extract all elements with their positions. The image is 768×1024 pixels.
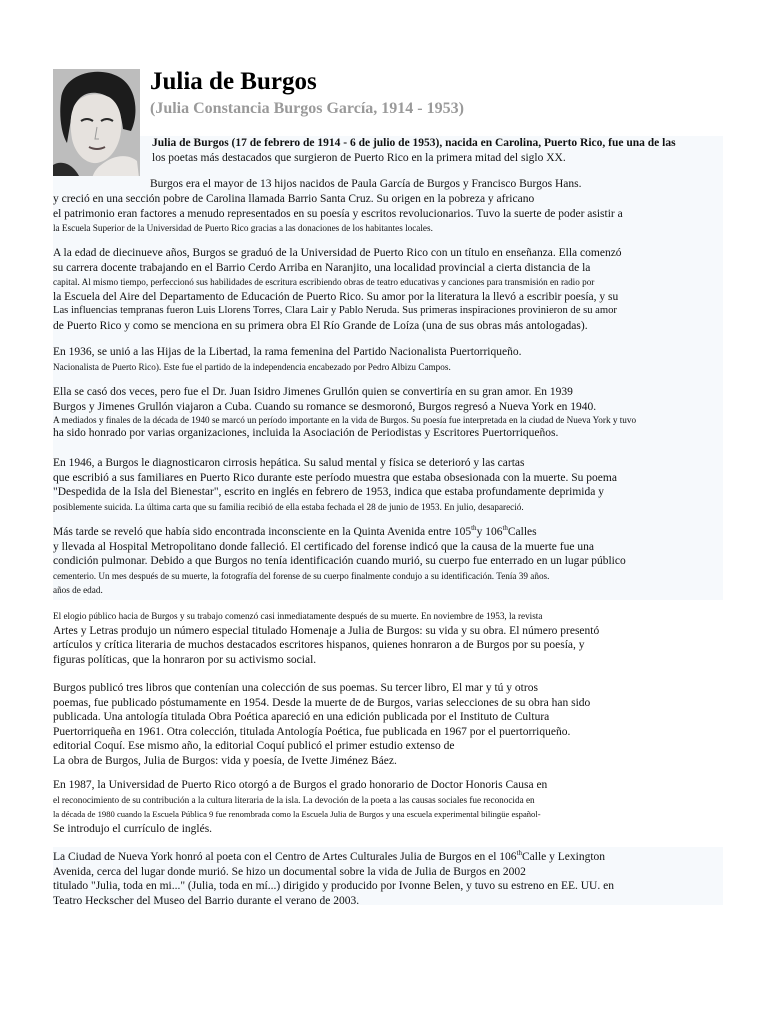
superscript: th [502,524,508,532]
paragraph-line: Se introdujo el currículo de inglés. [53,822,213,835]
text-run: La Ciudad de Nueva York honró al poeta con el Centro de Artes Culturales Julia de Burgos en el 106 [53,851,517,863]
paragraph-line: Puertorriqueña en 1961. Otra colección, titulada Antología Poética, fue publicada en 1967 por el puertorriqueño. [53,725,571,738]
paragraph-line [53,525,626,540]
paragraph-line: Ella se casó dos veces, pero fue el Dr. Juan Isidro Jimenes Grullón quien se convertiría en su gran amor. En 1939 [53,386,573,398]
paragraph-line: el patrimonio eran factores a menudo representados en su poesía y escritos revolucionarios. Tuvo la suerte de poder asistir a [53,207,623,220]
paragraph-line: Julia de Burgos (17 de febrero de 1914 - 6 de julio de 1953), nacida en Carolina, Puerto Rico, fue una de las [152,137,676,149]
paragraph-line: que escribió a sus familiares en Puerto Rico durante este período muestra que estaba obsesionada con la muerte. Su poema [53,471,617,484]
paragraph-line: A la edad de diecinueve años, Burgos se graduó de la Universidad de Puerto Rico con un título en enseñanza. Ella comenzó [53,247,622,259]
paragraph-politics [53,345,521,374]
paragraph-line: Avenida, cerca del lugar donde murió. Se hizo un documental sobre la vida de Julia de Burgos en 2002 [53,865,526,878]
paragraph-publications [53,681,590,768]
paragraph-line: de Puerto Rico y como se menciona en su primera obra El Río Grande de Loíza (una de sus obras más antologadas). [53,319,588,332]
paragraph-line: cementerio. Un mes después de su muerte, la fotografía del forense de su cuerpo finalmente condujo a su identificación. Tenía 39 años. [53,570,550,581]
paragraph-line: su carrera docente trabajando en el Barrio Cerdo Arriba en Naranjito, una localidad provincial a cierta distancia de la [53,261,591,274]
paragraph-line: A mediados y finales de la década de 1940 se marcó un período importante en la vida de Burgos. Su poesía fue interpretada en la ciudad de Nueva York y tuvo [53,415,637,425]
paragraph-line: la Escuela del Aire del Departamento de Educación de Puerto Rico. Su amor por la literatura la llevó a escribir poesía, y su [53,290,619,303]
text-run: Calle y Lexington [521,851,606,863]
paragraph-legacy [53,850,614,908]
paragraph-line: La obra de Burgos, Julia de Burgos: vida y poesía, de Ivette Jiménez Báez. [53,754,397,767]
paragraph-line: capital. Al mismo tiempo, perfeccionó sus habilidades de escritura escribiendo obras de teatro educativas y canciones para transmisión en radio por [53,277,595,287]
paragraph-illness [53,456,617,514]
paragraph-line: publicada. Una antología titulada Obra Poética apareció en una edición publicada por el Instituto de Cultura [53,711,550,723]
paragraph-line: El elogio público hacia de Burgos y su trabajo comenzó casi inmediatamente después de su muerte. En noviembre de 1953, la revista [53,611,543,621]
paragraph-tribute [53,609,599,667]
paragraph-honors [53,778,547,836]
paragraph-line: condición pulmonar. Debido a que Burgos no tenía identificación cuando murió, su cuerpo fue enterrado en un lugar público [53,555,626,567]
text-run: Más tarde se reveló que había sido encontrada inconsciente en la Quinta Avenida entre 105 [53,526,472,538]
paragraph-line: Las influencias tempranas fueron Luis Llorens Torres, Clara Lair y Pablo Neruda. Sus primeras inspiraciones provinieron de su amor [53,305,617,316]
portrait-photo [53,69,140,186]
text-run: Calles [507,526,537,538]
paragraph-line: figuras políticas, que la honraron por su activismo social. [53,653,317,666]
paragraph-line: ha sido honrado por varias organizaciones, incluida la Asociación de Periodistas y Escritores Puertorriqueños. [53,427,559,439]
paragraph-line: Burgos y Jimenes Grullón viajaron a Cuba. Cuando su romance se desmoronó, Burgos regresó a Nueva York en 1940. [53,400,597,413]
paragraph-line: titulado "Julia, toda en mi..." (Julia, toda en mí...) dirigido y producido por Ivonne Belen, y tuvo su estreno en EE. UU. en [53,880,614,892]
paragraph-line: años de edad. [53,585,103,595]
paragraph-line: los poetas más destacados que surgieron de Puerto Rico en la primera mitad del siglo XX. [152,151,566,164]
paragraph-line: y llevada al Hospital Metropolitano donde falleció. El certificado del forense indicó que la causa de la muerte fue una [53,540,594,553]
paragraph-line: Burgos publicó tres libros que contenían una colección de sus poemas. Su tercer libro, El mar y tú y otros [53,682,538,694]
paragraph-childhood [150,177,582,192]
superscript: th [471,524,477,532]
paragraph-intro [152,136,676,165]
paragraph-line: Artes y Letras produjo un número especial titulado Homenaje a Julia de Burgos: su vida y su obra. El número presentó [53,624,600,637]
superscript: th [516,849,522,857]
paragraph-line: editorial Coquí. Ese mismo año, la editorial Coquí publicó el primer estudio extenso de [53,740,455,752]
paragraph-line: y creció en una sección pobre de Carolina llamada Barrio Santa Cruz. Su origen en la pobreza y africano [53,193,535,205]
paragraph-line: "Despedida de la Isla del Bienestar", escrito en inglés en febrero de 1953, indica que estaba profundamente deprimida y [53,486,604,498]
paragraph-line: la década de 1980 cuando la Escuela Pública 9 fue renombrada como la Escuela Julia de Burgos y una escuela experimental bilingüe español- [53,809,541,819]
paragraph-death [53,525,626,598]
paragraph-line: En 1946, a Burgos le diagnosticaron cirrosis hepática. Su salud mental y física se deterioró y las cartas [53,457,525,469]
paragraph-line: En 1936, se unió a las Hijas de la Libertad, la rama femenina del Partido Nacionalista Puertorriqueño. [53,346,522,358]
paragraph-line: Burgos era el mayor de 13 hijos nacidos de Paula García de Burgos y Francisco Burgos Hans. [150,178,582,190]
paragraph-childhood-cont [53,192,623,236]
paragraph-line: Teatro Heckscher del Museo del Barrio durante el verano de 2003. [53,894,360,907]
paragraph-line: Nacionalista de Puerto Rico). Este fue el partido de la independencia encabezado por Pedro Albizu Campos. [53,361,451,372]
paragraph-education [53,246,622,333]
paragraph-line: En 1987, la Universidad de Puerto Rico otorgó a de Burgos el grado honorario de Doctor Honoris Causa en [53,779,548,791]
page-subtitle: (Julia Constancia Burgos García, 1914 - 1953) [150,100,464,117]
paragraph-line: la Escuela Superior de la Universidad de Puerto Rico gracias a las donaciones de los habitantes locales. [53,223,433,233]
text-run: y 106 [476,526,503,538]
paragraph-line: el reconocimiento de su contribución a la cultura literaria de la isla. La devoción de la poeta a las causas sociales fue reconocida en [53,794,535,805]
paragraph-line: posiblemente suicida. La última carta que su familia recibió de ella estaba fechada el 28 de junio de 1953. En julio, desapareció. [53,501,524,512]
paragraph-line: poemas, fue publicado póstumamente en 1954. Desde la muerte de de Burgos, varias selecciones de su obra han sido [53,696,591,709]
paragraph-line: artículos y crítica literaria de muchos destacados escritores hispanos, quienes honraron a de Burgos por su poesía, y [53,639,585,651]
page-title: Julia de Burgos [150,68,317,95]
paragraph-marriage [53,385,636,441]
paragraph-line [53,850,614,865]
